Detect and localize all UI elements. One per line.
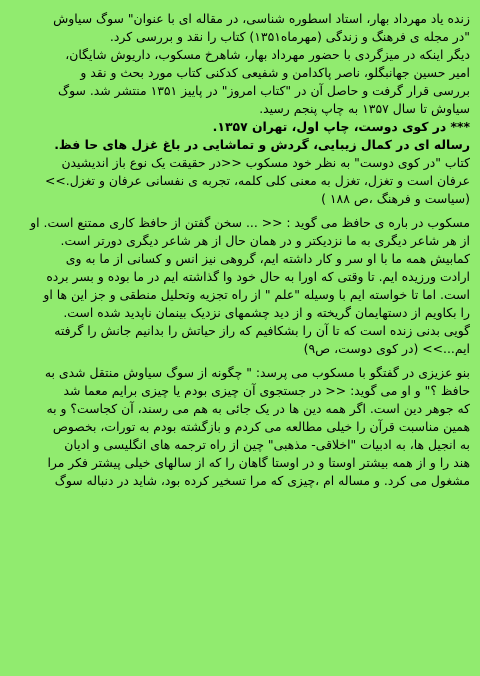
text-line: دیگر اینکه در میزگردی با حضور مهرداد بهار، شاهرخ مسکوب، داریوش شایگان،: [65, 47, 470, 62]
text-line: بنو عزیزی در گفتگو با مسکوب می پرسد: " چگونه از سوگ سیاوش منتقل شدی به: [44, 365, 470, 380]
text-line: رساله ای در کمال زیبایی، گردش و تماشایی در باغ غزل های حا فظ.: [54, 137, 470, 152]
text-line-heading: *** در کوی دوست، چاپ اول، تهران ۱۳۵۷.: [212, 119, 470, 134]
text-line: ایم...>> (در کوی دوست، ص۹): [303, 341, 470, 356]
text-line: (سیاست و فرهنگ ،ص ۱۸۸ ): [321, 191, 470, 206]
text-line: گویی بدنی زنده است که تا آن را بشکافیم که راز حیاتش را بدانیم جانش را گرفته: [54, 323, 470, 338]
text-line: از هر شاعر دیگری به ما نزدیکتر و در همان حال از هر شاعر دیگری دورتر است.: [60, 233, 470, 248]
text-line: مسکوب در باره ی حافظ می گوید : << ... سخن گفتن از حافظ کاری ممتنع است. او: [30, 215, 470, 230]
text-line: "در مجله ی فرهنگ و زندگی (مهرماه۱۳۵۱) کتاب را نقد و بررسی کرد.: [109, 29, 470, 44]
text-line: امیر حسین جهانبگلو، ناصر پاکدامن و شفیعی کدکنی کتاب مورد بحث و نقد و: [80, 65, 470, 80]
text-line: هند را و از همه بیشتر اوستا و در اوستا گاهان را که از سالهای خیلی پیشتر فکر مرا: [47, 455, 470, 470]
text-line: زنده یاد مهرداد بهار، استاد اسطوره شناسی، در مقاله ای با عنوان" سوگ سیاوش: [53, 11, 470, 26]
text-line: ارادت ورزیده ایم. تا وقتی که اورا به حال خود وا گذاشته ایم در ما بوده و بسر برده: [46, 269, 470, 284]
text-line: سیاوش تا سال ۱۳۵۷ به چاپ پنجم رسید.: [259, 101, 470, 116]
text-line: کتاب "در کوی دوست" به نظر خود مسکوب <<در حقیقت یک نوع باز اندیشیدن: [61, 155, 470, 170]
text-line: بررسی قرار گرفت و حاصل آن در "کتاب امروز" در پاییز ۱۳۵۱ منتشر شد. سوگ: [58, 83, 470, 98]
text-line: به انجیل ها، به ادبیات "اخلاقی- مذهبی" چین از راه ترجمه های انگلیسی و ادیان: [64, 437, 470, 452]
text-line: که جوهر دین است. اگر همه دین ها در یک جائی به هم می رسند، آن کجاست؟ و به: [46, 401, 470, 416]
text-line: عرفان است و تغزل، تغزل به معنی کلی کلمه، تجربه ی نفسانی عرفان و تغزل.>>: [45, 173, 470, 188]
text-line: است. اما تا خواسته ایم با وسیله "علم " از راه تجزیه وتحلیل منطقی و جز این ها او: [43, 287, 470, 302]
document-text: [10, 10, 470, 670]
text-line: مشغول می کرد. و مساله ام ،چیزی که مرا تسخیر کرده بود، شاید در دنباله سوگ: [54, 473, 470, 488]
text-line: کمابیش همه ما با او سر و کار داشته ایم، گروهی نیز انس و کسانی از ما به وی: [65, 251, 470, 266]
text-line: همین مناسبت قرآن را خیلی مطالعه می کردم و بازگشته بودم به تورات، بخصوص: [52, 419, 470, 434]
text-line: را بکاویم از دستهایمان گریخته و از دید چشمهای نزدیک بینمان ناپدید شده است.: [63, 305, 470, 320]
text-line: حافظ ؟" و او می گوید: << در جستجوی آن چیزی بودم یا چیزی برایم معما شد: [63, 383, 470, 398]
